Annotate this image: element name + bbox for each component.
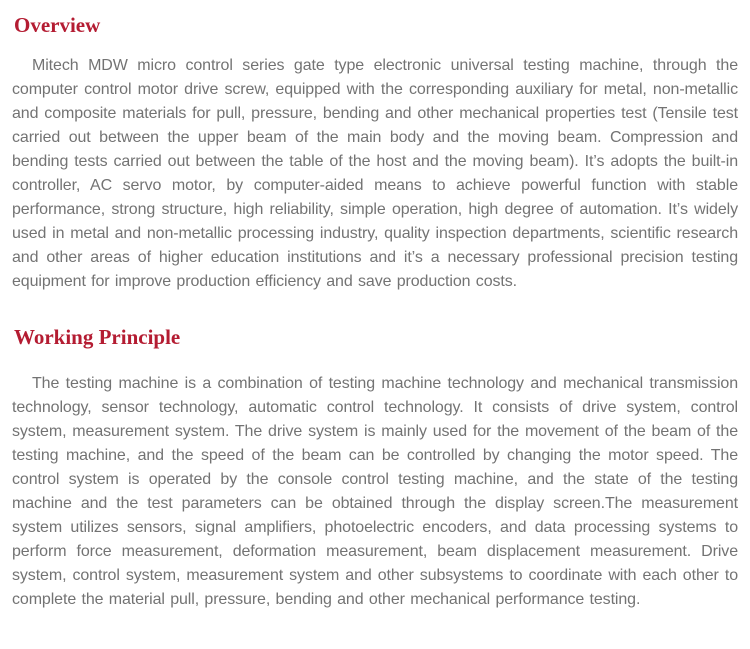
working-principle-heading: Working Principle bbox=[14, 325, 181, 349]
working-principle-body-text: The testing machine is a combination of testing machine technology and mechanical transmission technology, sensor technology, automatic control technology. It consists of drive system, control system, measurement system. The drive system is mainly used for the movement of the beam of the testing machine, and the speed of the beam can be controlled by changing the motor speed. The control system is operated by the console control testing machine, and the state of the testing machine and the test parameters can be obtained through the display screen.The measurement system utilizes sensors, signal amplifiers, photoelectric encoders, and data processing systems to perform force measurement, deformation measurement, beam displacement measurement. Drive system, control system, measurement system and other subsystems to coordinate with each other to complete the material pull, pressure, bending and other mechanical performance testing. bbox=[12, 375, 738, 608]
overview-body-text: Mitech MDW micro control series gate type electronic universal testing machine, through the computer control motor drive screw, equipped with the corresponding auxiliary for metal, non-metallic and composite materials for pull, pressure, bending and other mechanical properties test (Tensile test carried out between the upper beam of the main body and the moving beam. Compression and bending tests carried out between the table of the host and the moving beam). It’s adopts the built-in controller, AC servo motor, by computer-aided means to achieve powerful function with stable performance, strong structure, high reliability, simple operation, high degree of automation. It’s widely used in metal and non-metallic processing industry, quality inspection departments, scientific research and other areas of higher education institutions and it’s a necessary professional precision testing equipment for improve production efficiency and save production costs. bbox=[12, 57, 738, 290]
overview-heading: Overview bbox=[14, 13, 101, 37]
section-working-principle bbox=[12, 294, 738, 612]
section-overview bbox=[12, 0, 738, 294]
